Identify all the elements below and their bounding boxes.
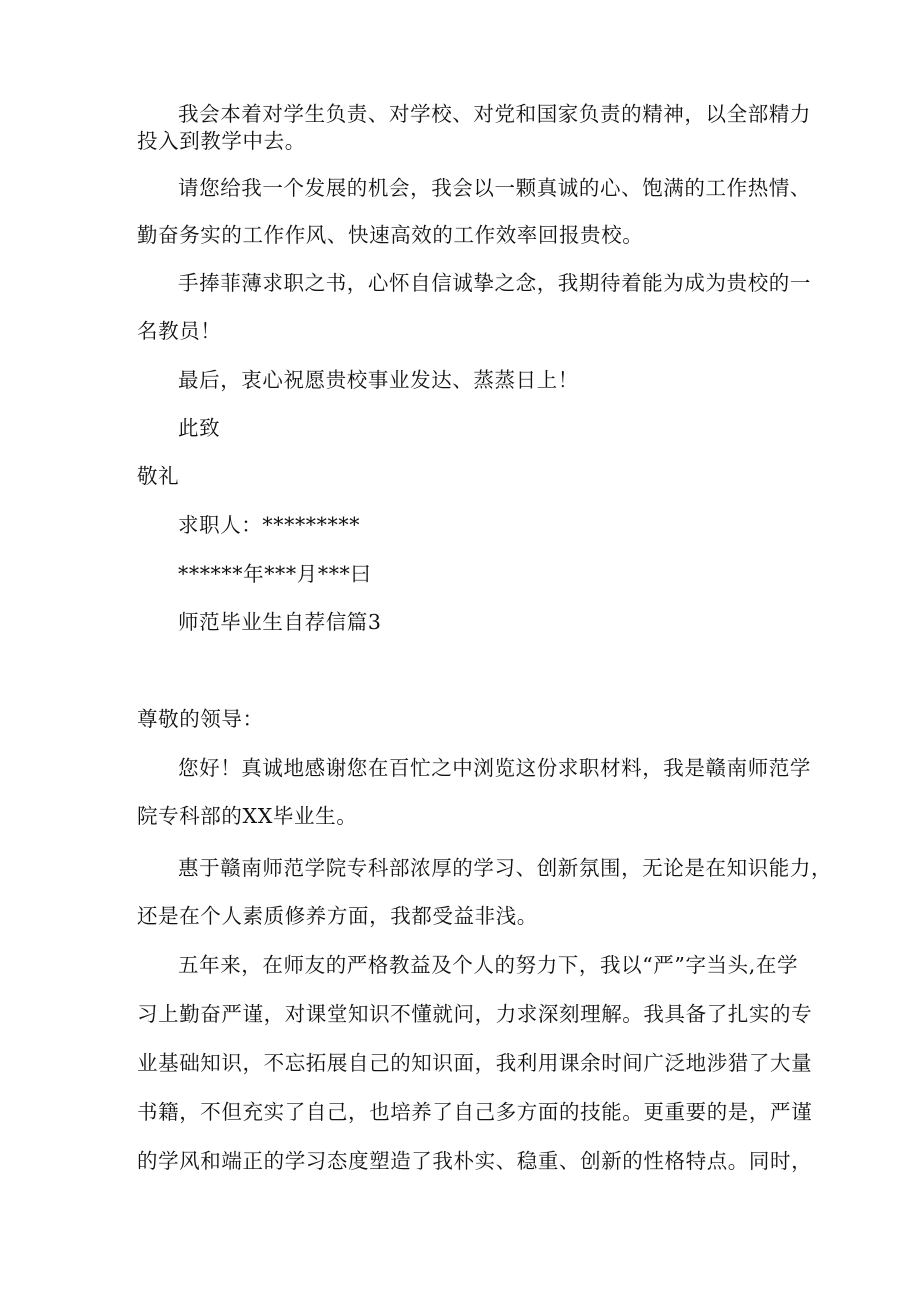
paragraph-line: 五年来，在师友的严格教益及个人的努力下，我以“严”字当头,在学: [178, 953, 799, 977]
paragraph-line: 惠于赣南师范学院专科部浓厚的学习、创新氛围，无论是在知识能力，: [178, 856, 833, 880]
paragraph-line: 我会本着对学生负责、对学校、对党和国家负责的精神，以全部精力: [178, 102, 811, 126]
paragraph-line: 最后，衷心祝愿贵校事业发达、蒸蒸日上！: [178, 368, 579, 392]
section-title: 师范毕业生自荐信篇3: [178, 610, 382, 634]
paragraph-line: 勤奋务实的工作作风、快速高效的工作效率回报贵校。: [137, 223, 644, 247]
greeting: 尊敬的领导：: [137, 707, 264, 731]
closing-salutation: 此致: [178, 416, 221, 440]
paragraph-line: 院专科部的XX毕业生。: [137, 804, 358, 828]
paragraph-line: 业基础知识，不忘拓展自己的知识面，我利用课余时间广泛地涉猎了大量: [137, 1051, 813, 1075]
paragraph-line: 还是在个人素质修养方面，我都受益非浅。: [137, 904, 538, 928]
paragraph-line: 投入到教学中去。: [137, 129, 306, 153]
paragraph-line: 习上勤奋严谨，对课堂知识不懂就问，力求深刻理解。我具备了扎实的专: [137, 1002, 813, 1026]
signature-applicant: 求职人：*********: [178, 513, 361, 537]
paragraph-line: 名教员！: [137, 319, 222, 343]
paragraph-line: 手捧菲薄求职之书，心怀自信诚挚之念，我期待着能为成为贵校的一: [178, 271, 811, 295]
signature-date: ******年***月***曰: [178, 562, 372, 586]
closing-regards: 敬礼: [137, 464, 180, 488]
paragraph-line: 请您给我一个发展的机会，我会以一颗真诚的心、饱满的工作热情、: [178, 176, 811, 200]
paragraph-line: 您好！真诚地感谢您在百忙之中浏览这份求职材料，我是赣南师范学: [178, 756, 811, 780]
paragraph-line: 书籍，不但充实了自己，也培养了自己多方面的技能。更重要的是，严谨: [137, 1100, 813, 1124]
paragraph-line: 的学风和端正的学习态度塑造了我朴实、稳重、创新的性格特点。同时，: [137, 1149, 813, 1173]
